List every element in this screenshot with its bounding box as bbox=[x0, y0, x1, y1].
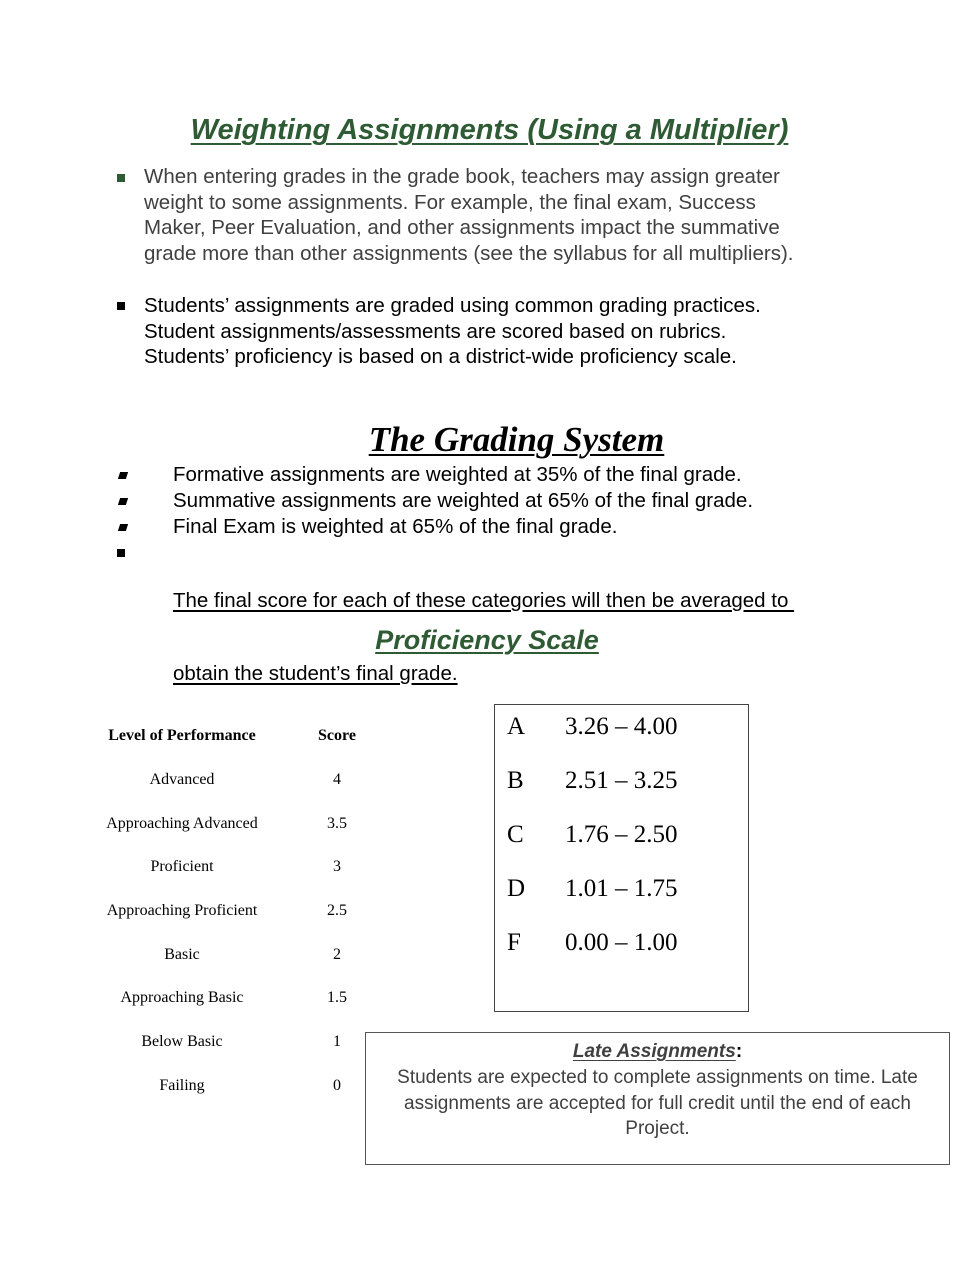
bullet-square-icon bbox=[118, 472, 128, 479]
table-header: Level of Performance bbox=[108, 727, 256, 744]
bullet-square-icon bbox=[117, 549, 125, 557]
text-line: obtain the student’s final grade. bbox=[173, 662, 458, 685]
text-line: The final score for each of these categories will then be averaged to bbox=[173, 589, 795, 612]
text-line: Maker, Peer Evaluation, and other assignments impact the summative bbox=[144, 216, 780, 240]
bullet-square-icon bbox=[117, 302, 125, 310]
performance-level: Below Basic bbox=[141, 1033, 223, 1050]
text-line: weight to some assignments. For example, the final exam, Success bbox=[144, 190, 756, 214]
text-line: Students’ proficiency is based on a district-wide proficiency scale. bbox=[144, 345, 737, 369]
performance-score: 1.5 bbox=[327, 989, 347, 1006]
bullet-square-icon bbox=[118, 524, 128, 531]
grade-letter: B bbox=[507, 767, 524, 794]
late-assignments-title bbox=[366, 1041, 949, 1063]
text-line: When entering grades in the grade book, teachers may assign greater bbox=[144, 165, 780, 188]
grade-range: 0.00 – 1.00 bbox=[565, 929, 678, 956]
performance-score: 3 bbox=[333, 858, 341, 875]
weighting-paragraph-1 bbox=[144, 164, 904, 266]
weighting-paragraph-2 bbox=[144, 293, 904, 370]
grade-scale-box bbox=[494, 704, 749, 1012]
performance-score: 1 bbox=[333, 1033, 341, 1050]
grading-item: Summative assignments are weighted at 65% of the final grade. bbox=[173, 489, 754, 512]
late-assignments-label: Late Assignments bbox=[572, 1041, 736, 1062]
text-line: Students are expected to complete assignments on time. Late bbox=[397, 1067, 918, 1088]
grade-range: 2.51 – 3.25 bbox=[565, 767, 678, 794]
performance-score: 2.5 bbox=[327, 902, 347, 919]
late-assignments-box bbox=[365, 1032, 950, 1165]
performance-score: 0 bbox=[333, 1077, 341, 1094]
performance-level: Basic bbox=[164, 946, 200, 963]
performance-score: 3.5 bbox=[327, 815, 347, 832]
grading-title: The Grading System bbox=[368, 420, 665, 459]
text-line: Project. bbox=[625, 1118, 690, 1139]
text-line: assignments are accepted for full credit until the end of each bbox=[404, 1092, 911, 1114]
grade-letter: C bbox=[507, 821, 524, 848]
performance-level: Advanced bbox=[149, 771, 215, 788]
text-line: Student assignments/assessments are scored based on rubrics. bbox=[144, 319, 727, 343]
performance-level: Approaching Proficient bbox=[106, 902, 258, 919]
bullet-square-icon bbox=[117, 174, 125, 182]
performance-level: Proficient bbox=[150, 858, 214, 875]
performance-score: 2 bbox=[333, 946, 341, 963]
grading-item: Final Exam is weighted at 65% of the final grade. bbox=[173, 515, 618, 538]
performance-level: Approaching Basic bbox=[120, 989, 244, 1006]
grade-range: 1.01 – 1.75 bbox=[565, 875, 678, 902]
grading-item: Formative assignments are weighted at 35% of the final grade. bbox=[173, 463, 742, 486]
table-header: Score bbox=[318, 727, 356, 744]
grade-letter: F bbox=[507, 929, 521, 956]
grade-letter: D bbox=[507, 875, 526, 902]
text-line: grade more than other assignments (see the syllabus for all multipliers). bbox=[144, 241, 794, 265]
text-line: Students’ assignments are graded using common grading practices. bbox=[144, 294, 761, 317]
performance-level: Approaching Advanced bbox=[106, 815, 258, 832]
weighting-title: Weighting Assignments (Using a Multiplier) bbox=[190, 114, 789, 146]
grade-range: 1.76 – 2.50 bbox=[565, 821, 678, 848]
performance-level: Failing bbox=[159, 1077, 205, 1094]
performance-score: 4 bbox=[333, 771, 341, 788]
bullet-square-icon bbox=[118, 498, 128, 505]
proficiency-title: Proficiency Scale bbox=[375, 625, 599, 655]
grade-range: 3.26 – 4.00 bbox=[565, 713, 678, 740]
late-assignments-text bbox=[386, 1065, 929, 1142]
late-assignments-colon: : bbox=[735, 1041, 743, 1062]
grade-letter: A bbox=[507, 713, 526, 740]
